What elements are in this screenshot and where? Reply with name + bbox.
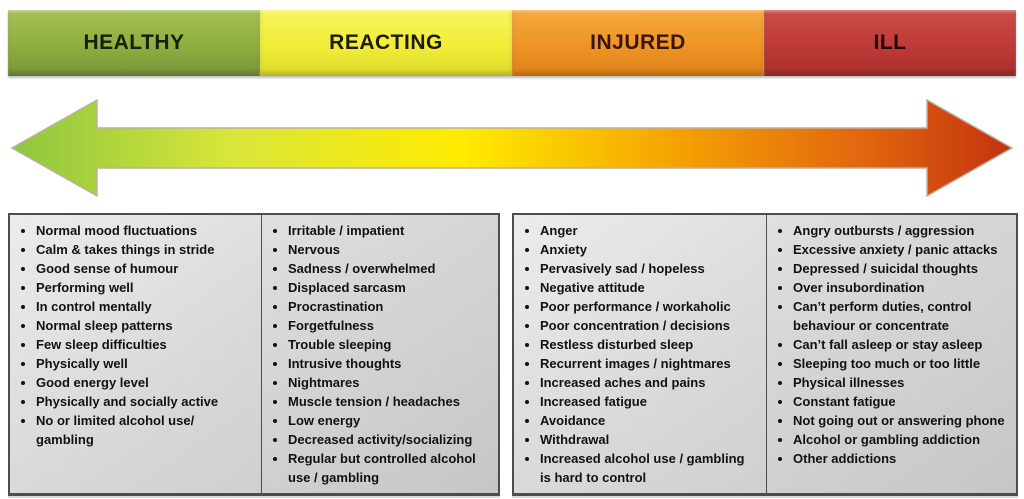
symptom-item: • Can’t perform duties, control behaviour or concentrate [793, 297, 1010, 335]
symptom-item: • Physical illnesses [793, 373, 1010, 392]
stage-label-reacting: REACTING [329, 31, 443, 54]
continuum-double-arrow-icon [8, 95, 1016, 201]
symptom-item: • Normal sleep patterns [36, 316, 255, 335]
reacting-symptom-list [266, 221, 492, 487]
stage-label-injured: INJURED [590, 31, 686, 54]
symptom-item: • Anxiety [540, 240, 760, 259]
symptom-item: • Displaced sarcasm [288, 278, 492, 297]
symptom-item: • Low energy [288, 411, 492, 430]
symptom-item: • Negative attitude [540, 278, 760, 297]
column-reacting [261, 215, 498, 493]
stage-label-healthy: HEALTHY [83, 31, 185, 54]
symptom-item: • Constant fatigue [793, 392, 1010, 411]
symptom-item: • No or limited alcohol use/ gambling [36, 411, 255, 449]
symptom-item: • Normal mood fluctuations [36, 221, 255, 240]
injured-symptom-list [518, 221, 760, 487]
symptom-item: • Procrastination [288, 297, 492, 316]
symptom-item: • Nightmares [288, 373, 492, 392]
stage-label-ill: ILL [873, 31, 907, 54]
symptom-item: • Avoidance [540, 411, 760, 430]
column-healthy [10, 215, 261, 493]
symptom-item: • Physically well [36, 354, 255, 373]
stage-segment-ill [764, 10, 1016, 76]
column-injured [514, 215, 766, 493]
symptom-item: • Recurrent images / nightmares [540, 354, 760, 373]
symptom-item: • Intrusive thoughts [288, 354, 492, 373]
symptom-item: • Poor concentration / decisions [540, 316, 760, 335]
symptom-item: • Withdrawal [540, 430, 760, 449]
symptom-item: • Restless disturbed sleep [540, 335, 760, 354]
symptom-item: • Other addictions [793, 449, 1010, 468]
stage-segment-injured [512, 10, 764, 76]
symptom-item: • Regular but controlled alcohol use / gambling [288, 449, 492, 487]
symptom-item: • Physically and socially active [36, 392, 255, 411]
symptom-item: • Can’t fall asleep or stay asleep [793, 335, 1010, 354]
symptom-item: • Depressed / suicidal thoughts [793, 259, 1010, 278]
stage-segment-healthy [8, 10, 260, 76]
symptom-item: • Sleeping too much or too little [793, 354, 1010, 373]
symptom-item: • Performing well [36, 278, 255, 297]
symptom-item: • Angry outbursts / aggression [793, 221, 1010, 240]
symptom-item: • Calm & takes things in stride [36, 240, 255, 259]
symptom-item: • Not going out or answering phone [793, 411, 1010, 430]
symptom-item: • Irritable / impatient [288, 221, 492, 240]
symptom-item: • Trouble sleeping [288, 335, 492, 354]
symptom-item: • Nervous [288, 240, 492, 259]
column-ill [766, 215, 1016, 493]
symptom-item: • In control mentally [36, 297, 255, 316]
symptom-box-left [8, 213, 500, 496]
symptom-item: • Excessive anxiety / panic attacks [793, 240, 1010, 259]
symptom-item: • Good sense of humour [36, 259, 255, 278]
symptom-item: • Anger [540, 221, 760, 240]
symptom-box-right [512, 213, 1018, 496]
stage-segment-reacting [260, 10, 512, 76]
healthy-symptom-list [14, 221, 255, 449]
ill-symptom-list [771, 221, 1010, 468]
symptom-item: • Increased alcohol use / gambling is hard to control [540, 449, 760, 487]
symptom-item: • Forgetfulness [288, 316, 492, 335]
stage-header-bar [8, 10, 1016, 76]
symptom-item: • Over insubordination [793, 278, 1010, 297]
symptom-item: • Sadness / overwhelmed [288, 259, 492, 278]
symptom-item: • Few sleep difficulties [36, 335, 255, 354]
symptom-item: • Poor performance / workaholic [540, 297, 760, 316]
symptom-item: • Increased fatigue [540, 392, 760, 411]
symptom-item: • Alcohol or gambling addiction [793, 430, 1010, 449]
symptom-item: • Pervasively sad / hopeless [540, 259, 760, 278]
symptom-item: • Increased aches and pains [540, 373, 760, 392]
symptom-item: • Good energy level [36, 373, 255, 392]
symptom-item: • Muscle tension / headaches [288, 392, 492, 411]
symptom-item: • Decreased activity/socializing [288, 430, 492, 449]
